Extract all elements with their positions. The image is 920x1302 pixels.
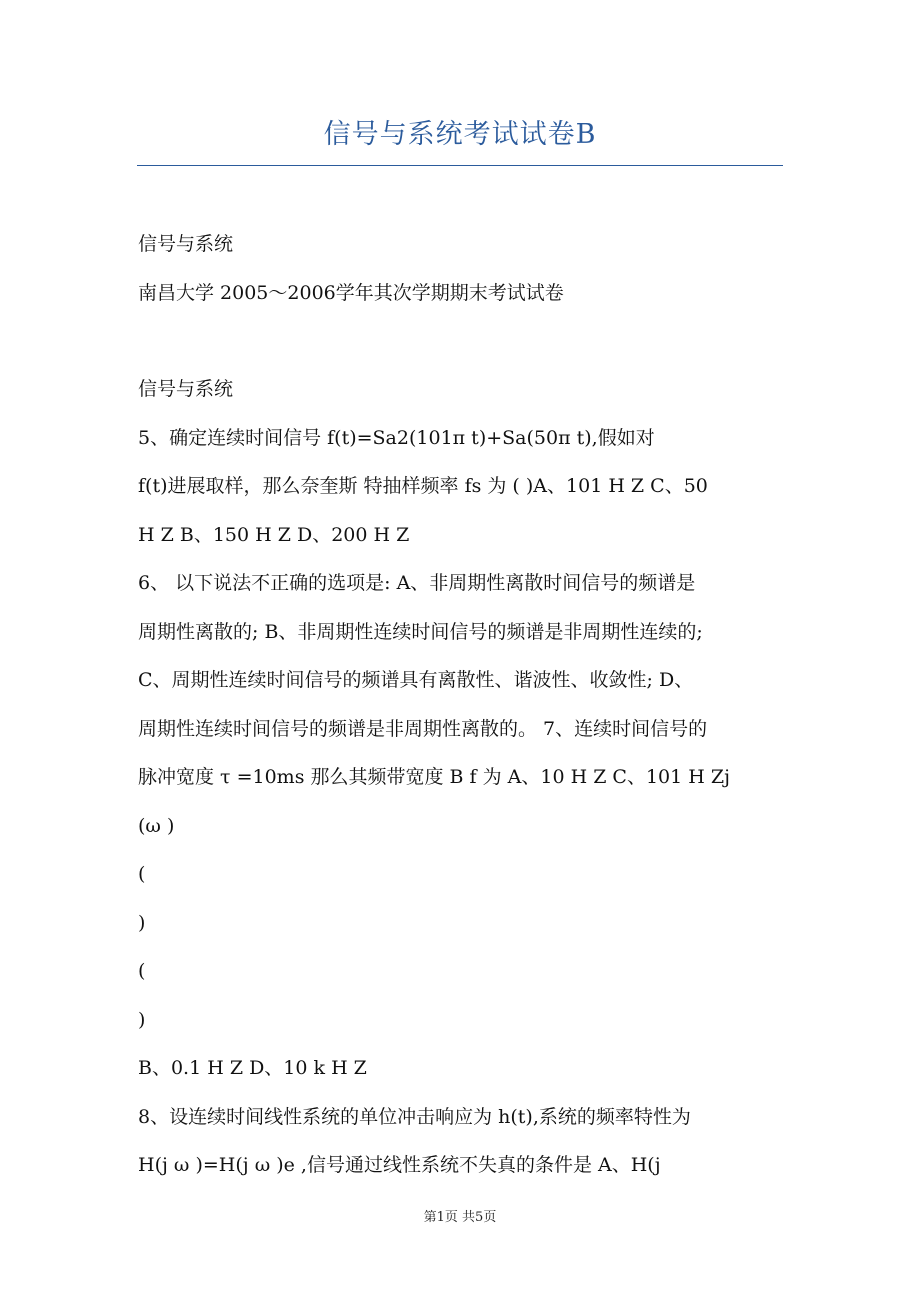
document-body xyxy=(138,220,788,1190)
text-line: H(j ω )=H(j ω )e ,信号通过线性系统不失真的条件是 A、H(j xyxy=(138,1154,661,1176)
text-line: ) xyxy=(138,911,146,934)
text-line: 周期性连续时间信号的频谱是非周期性离散的。 7、连续时间信号的 xyxy=(138,717,708,740)
document-title: 信号与系统考试试卷B xyxy=(323,119,597,150)
text-line: (ω ) xyxy=(138,814,175,837)
text-line: 信号与系统 xyxy=(138,233,234,255)
text-line: 脉冲宽度 τ =10ms 那么其频带宽度 B f 为 A、10 H Z C、101 H Zj xyxy=(138,766,730,788)
text-line: ( xyxy=(138,960,146,982)
text-line: 8、设连续时间线性系统的单位冲击响应为 h(t),系统的频率特性为 xyxy=(138,1105,691,1128)
text-line: f(t)进展取样，那么奈奎斯 特抽样频率 fs 为 ( )A、101 H Z C、50 xyxy=(138,475,708,497)
text-line: 周期性离散的; B、非周期性连续时间信号的频谱是非周期性连续的; xyxy=(138,620,703,643)
text-line: ) xyxy=(138,1008,146,1031)
page-footer: 第1页 共5页 xyxy=(423,1210,497,1225)
text-line: 6、 以下说法不正确的选项是: A、非周期性离散时间信号的频谱是 xyxy=(138,572,696,594)
blank-line xyxy=(138,317,788,365)
text-line: 信号与系统 xyxy=(138,378,234,400)
text-line: 5、确定连续时间信号 f(t)=Sa2(101π t)+Sa(50π t),假如对 xyxy=(138,426,655,449)
text-line: 南昌大学 2005～2006学年其次学期期末考试试卷 xyxy=(138,281,564,304)
text-line: C、周期性连续时间信号的频谱具有离散性、谐波性、收敛性; D、 xyxy=(138,669,694,691)
text-line: H Z B、150 H Z D、200 H Z xyxy=(138,523,410,546)
text-line: B、0.1 H Z D、10 k H Z xyxy=(138,1057,367,1079)
title-divider xyxy=(137,165,783,166)
text-line: ( xyxy=(138,863,146,885)
